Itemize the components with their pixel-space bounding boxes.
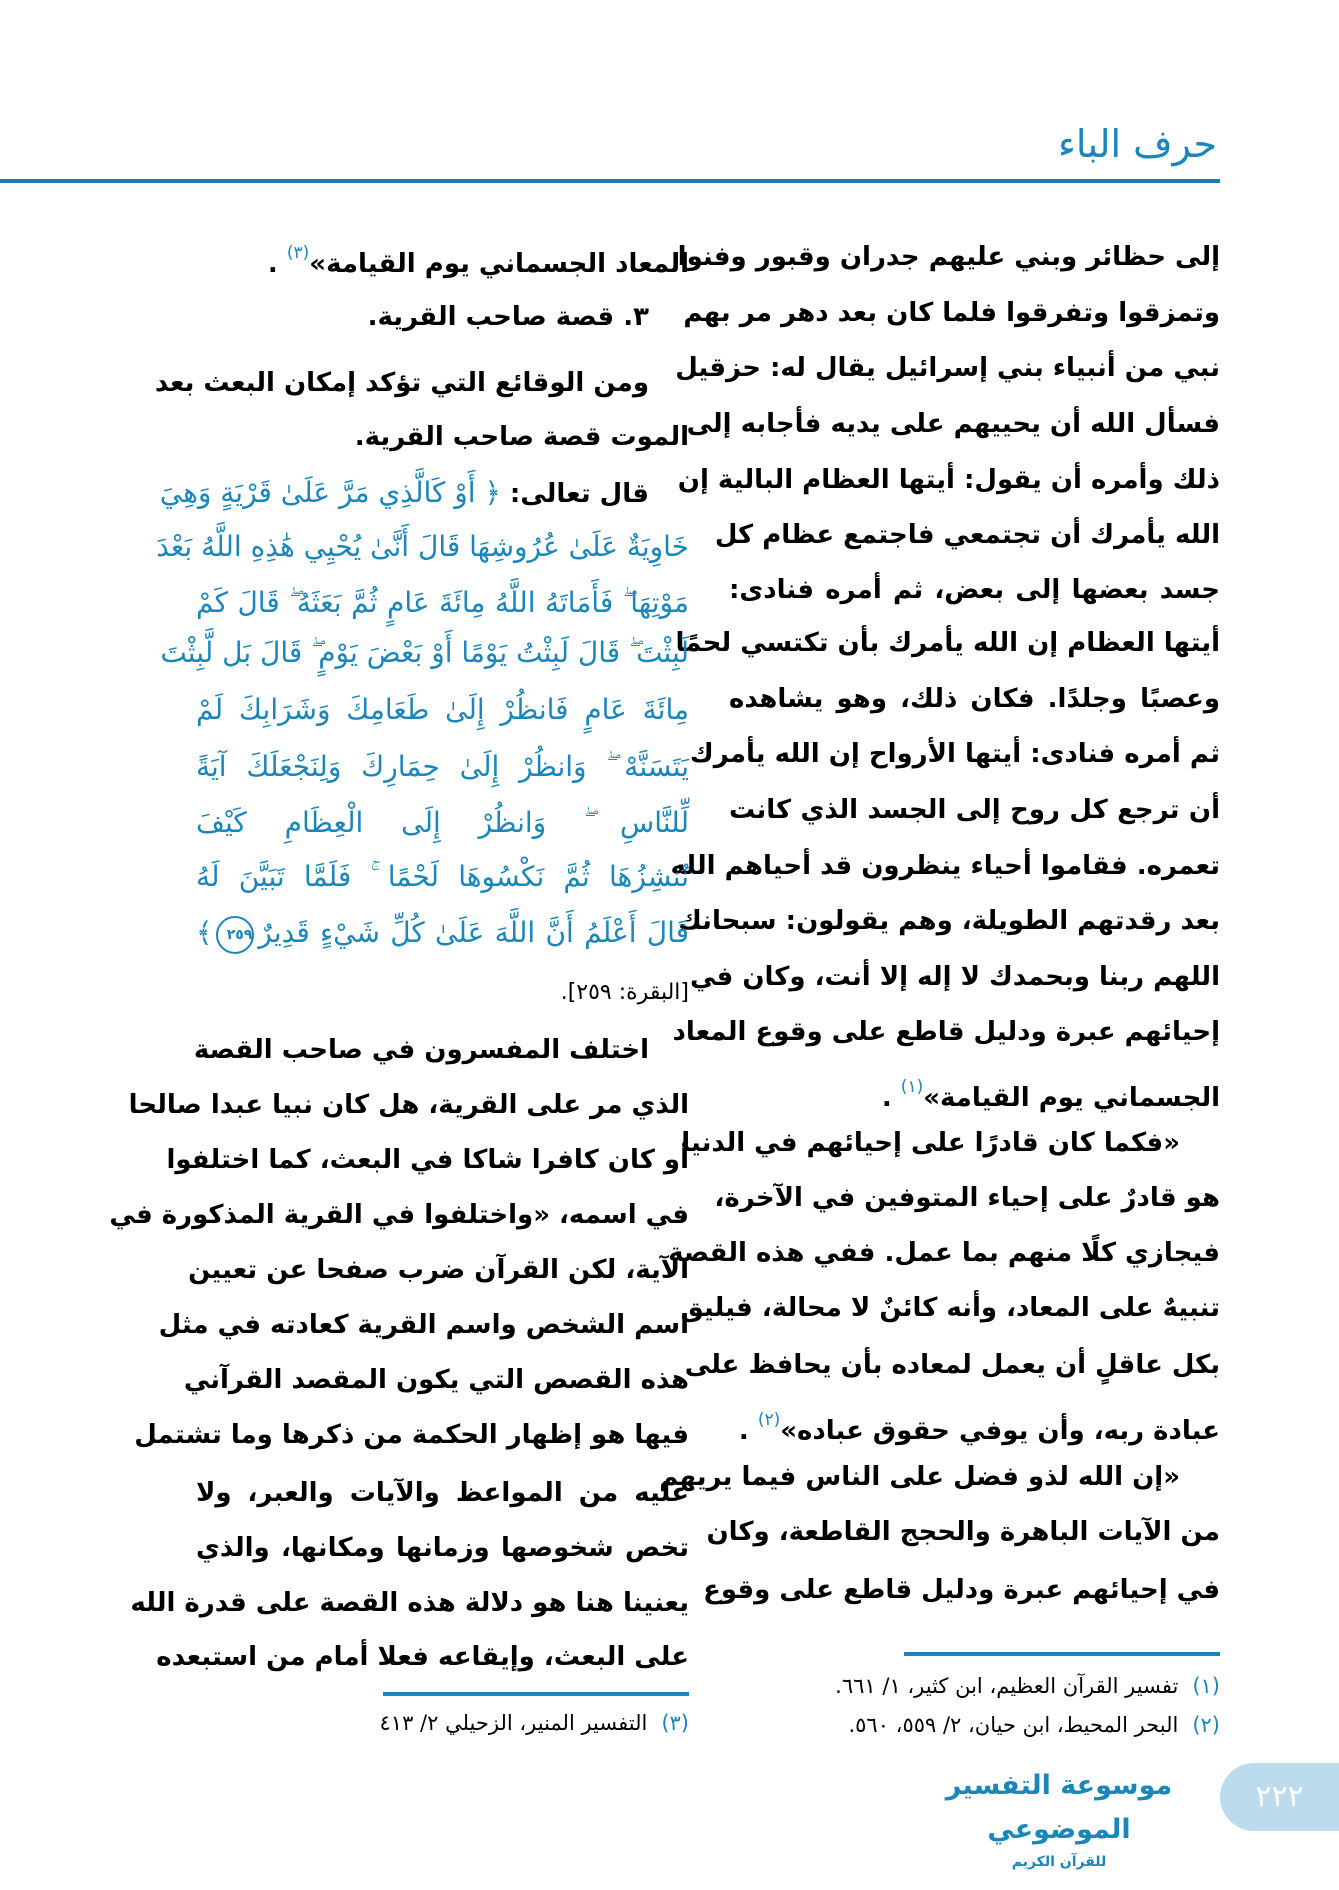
- line-text: ومن الوقائع التي تؤكد إمكان البعث بعد: [154, 368, 649, 398]
- line-text: «إن الله لذو فضل على الناس فيما يريهم: [659, 1462, 1180, 1492]
- line-text: أو كان كافرا شاكا في البعث، كما اختلفوا: [166, 1145, 689, 1175]
- text-line: [166, 1132, 689, 1188]
- line-text: إلى حظائر وبني عليهم جدران وقبور وفنوا: [677, 242, 1220, 272]
- text-line: [681, 1115, 1180, 1171]
- text-line: [196, 289, 649, 345]
- text-line: [677, 452, 1220, 508]
- line-text: ٣. قصة صاحب القرية.: [367, 302, 649, 332]
- line-text: بعد رقدتهم الطويلة، وهم يقولون: سبحانك: [677, 906, 1220, 936]
- quran-verse-line: [196, 905, 689, 961]
- logo-subtitle: للقرآن الكريم: [1011, 1854, 1107, 1870]
- line-text: الآية، لكن القرآن ضرب صفحا عن تعيين: [188, 1255, 689, 1285]
- quran-text: قَالَ أَعْلَمُ أَنَّ اللَّهَ عَلَىٰ كُلِّ شَيْءٍ قَدِيرٌ: [258, 916, 689, 949]
- footnote-divider-left: [383, 1692, 689, 1696]
- line-text: فسأل الله أن يحييهم على يديه فأجابه إلى: [686, 409, 1220, 439]
- text-line: [675, 615, 1220, 671]
- quran-text: نُنشِزُهَا ثُمَّ نَكْسُوهَا لَحْمًا ۚ فَلَمَّا تَبَيَّنَ لَهُ: [196, 860, 689, 893]
- line-text: الذي مر على القرية، هل كان نبيا عبدا صالحا: [128, 1090, 689, 1120]
- line-text: «فكما كان قادرًا على إحيائهم في الدنيا: [681, 1128, 1180, 1158]
- footnote-marker[interactable]: (٢): [757, 1410, 781, 1430]
- text-line: [196, 225, 689, 281]
- text-line: [729, 782, 1220, 838]
- line-text: يعنينا هنا هو دلالة هذه القصة على قدرة الله: [130, 1588, 689, 1618]
- line-text: وعصبًا وجلدًا. فكان ذلك، وهو يشاهده: [729, 684, 1220, 714]
- text-line: [196, 409, 689, 465]
- text-line: [134, 1407, 689, 1463]
- footnote-marker[interactable]: (١): [900, 1077, 924, 1097]
- footnote-number: (٣): [661, 1711, 689, 1735]
- text-line: [109, 1187, 689, 1243]
- ayah-number-marker: ٢٥٩: [216, 916, 254, 954]
- line-text: المعاد الجسماني يوم القيامة»: [309, 249, 689, 279]
- footnote-2: [848, 1707, 1220, 1743]
- footnote-marker[interactable]: (٣): [286, 243, 310, 263]
- line-text: اختلف المفسرون في صاحب القصة: [193, 1035, 649, 1065]
- encyclopedia-logo: [934, 1764, 1184, 1870]
- page-number-tab: [1220, 1763, 1339, 1831]
- line-text: أن ترجع كل روح إلى الجسد الذي كانت: [729, 795, 1220, 825]
- line-suffix: .: [267, 249, 287, 279]
- line-text: في اسمه، «واختلفوا في القرية المذكورة في: [109, 1200, 689, 1230]
- line-text: على البعث، وإيقاعه فعلا أمام من استبعده: [156, 1642, 689, 1672]
- text-line: [677, 229, 1220, 285]
- line-text: بكل عاقلٍ أن يعمل لمعاده بأن يحافظ على: [684, 1350, 1220, 1380]
- line-text: قال تعالى:: [500, 479, 649, 509]
- text-line: [684, 1337, 1220, 1393]
- line-text: فيها هو إظهار الحكمة من ذكرها وما تشتمل: [134, 1420, 689, 1450]
- line-text: نبي من أنبياء بني إسرائيل يقال له: حزقيل: [675, 353, 1220, 383]
- quran-verse-line: [196, 682, 689, 738]
- line-text: أيتها العظام إن الله يأمرك بأن تكتسي لحمًا: [675, 628, 1220, 658]
- text-line: [193, 1022, 649, 1078]
- text-line: [130, 1575, 689, 1631]
- line-text: الجسماني يوم القيامة»: [923, 1083, 1220, 1113]
- line-text: [البقرة: ٢٥٩].: [560, 980, 689, 1005]
- text-line: [729, 671, 1220, 727]
- line-text: إحيائهم عبرة ودليل قاطع على وقوع المعاد: [672, 1017, 1220, 1047]
- text-line: [128, 1077, 689, 1133]
- line-text: تخص شخوصها وزمانها ومكانها، والذي: [196, 1533, 689, 1563]
- text-line: [675, 340, 1220, 396]
- text-line: [689, 726, 1220, 782]
- text-line: [729, 1392, 1220, 1448]
- line-suffix: .: [738, 1416, 758, 1446]
- quran-verse-line: [196, 739, 689, 795]
- line-text: الموت قصة صاحب القرية.: [354, 422, 689, 452]
- quran-text: لَبِثْتَ ۖ قَالَ لَبِثْتُ يَوْمًا أَوْ بَعْضَ يَوْمٍ ۖ قَالَ بَل لَّبِثْتَ: [160, 636, 689, 669]
- footnote-1: [835, 1668, 1220, 1704]
- line-text: عليه من المواعظ والآيات والعبر، ولا: [196, 1478, 689, 1508]
- text-line: [188, 1242, 689, 1298]
- quran-verse-line: [156, 519, 689, 575]
- line-text: فيجازي كلًا منهم بما عمل. ففي هذه القصة: [668, 1238, 1220, 1268]
- text-line: [729, 1059, 1220, 1115]
- text-line: [158, 1297, 689, 1353]
- text-line: [703, 1562, 1220, 1618]
- text-line: [668, 1225, 1220, 1281]
- line-text: الله يأمرك أن تجتمعي فاجتمع عظام كل: [714, 520, 1220, 550]
- quran-text: يَتَسَنَّهْ ۖ وَانظُرْ إِلَىٰ حِمَارِكَ وَلِنَجْعَلَكَ آيَةً: [196, 750, 689, 783]
- footnote-3: [380, 1705, 689, 1741]
- text-line: [672, 1004, 1220, 1060]
- footnote-number: (١): [1192, 1674, 1220, 1698]
- text-line: [686, 396, 1220, 452]
- verse-reference: [196, 965, 689, 1021]
- line-text: وتمزقوا وتفرقوا فلما كان بعد دهر مر بهم: [683, 298, 1220, 328]
- line-text: ذلك وأمره أن يقول: أيتها العظام البالية إن: [677, 465, 1220, 495]
- text-line: [677, 893, 1220, 949]
- text-line: [659, 1449, 1180, 1505]
- line-text: تنبيهٌ على المعاد، وأنه كائنٌ لا محالة، فيليق: [680, 1293, 1220, 1323]
- text-line: [706, 1504, 1220, 1560]
- footnote-text: تفسير القرآن العظيم، ابن كثير، ١/ ٦٦١.: [835, 1674, 1179, 1698]
- logo-title: موسوعة التفسير الموضوعي: [945, 1770, 1173, 1845]
- quran-text: لِّلنَّاسِ ۖ وَانظُرْ إِلَى الْعِظَامِ كَيْفَ: [196, 806, 689, 839]
- section-title: حرف الباء: [1058, 122, 1217, 166]
- quran-text: خَاوِيَةٌ عَلَىٰ عُرُوشِهَا قَالَ أَنَّىٰ يُحْيِي هَٰذِهِ اللَّهُ بَعْدَ: [156, 530, 689, 563]
- text-line: [714, 1170, 1220, 1226]
- footnote-text: البحر المحيط، ابن حيان، ٢/ ٥٥٩، ٥٦٠.: [848, 1713, 1179, 1737]
- footnote-divider-right: [904, 1652, 1220, 1656]
- text-line: [156, 1629, 689, 1685]
- header-divider: [0, 179, 1220, 183]
- text-line: [154, 355, 649, 411]
- line-text: اللهم ربنا وبحمدك لا إله إلا أنت، وكان في: [689, 962, 1220, 992]
- line-suffix: .: [881, 1083, 901, 1113]
- quran-verse-line: [196, 795, 689, 851]
- quran-verse-line: [196, 849, 689, 905]
- line-text: هو قادرٌ على إحياء المتوفين في الآخرة،: [714, 1183, 1220, 1213]
- line-text: من الآيات الباهرة والحجج القاطعة، وكان: [706, 1517, 1220, 1547]
- line-text: تعمره. فقاموا أحياء ينظرون قد أحياهم الله: [670, 851, 1220, 881]
- line-text: ثم أمره فنادى: أيتها الأرواح إن الله يأمرك: [689, 739, 1220, 769]
- quran-text: ﴿ أَوْ كَالَّذِي مَرَّ عَلَىٰ قَرْيَةٍ وَهِيَ: [159, 476, 501, 509]
- quran-verse-line: [160, 625, 689, 681]
- line-text: هذه القصص التي يكون المقصد القرآني: [183, 1365, 689, 1395]
- line-text: عبادة ربه، وأن يوفي حقوق عباده»: [780, 1416, 1220, 1446]
- line-text: في إحيائهم عبرة ودليل قاطع على وقوع: [703, 1575, 1220, 1605]
- text-line: [689, 949, 1220, 1005]
- quran-text: مَوْتِهَا ۖ فَأَمَاتَهُ اللَّهُ مِائَةَ عَامٍ ثُمَّ بَعَثَهُ ۖ قَالَ كَمْ: [196, 586, 689, 619]
- text-line: [196, 1520, 689, 1576]
- footnote-text: التفسير المنير، الزحيلي ٢/ ٤١٣: [379, 1711, 648, 1735]
- line-text: اسم الشخص واسم القرية كعادته في مثل: [158, 1310, 689, 1340]
- closing-bracket-ornament: ﴾: [196, 916, 213, 949]
- text-line: [183, 1352, 689, 1408]
- text-line: [670, 838, 1220, 894]
- line-text: جسد بعضها إلى بعض، ثم أمره فنادى:: [729, 575, 1220, 605]
- text-line: [680, 1280, 1220, 1336]
- footnote-number: (٢): [1192, 1713, 1220, 1737]
- quran-text: مِائَةَ عَامٍ فَانظُرْ إِلَىٰ طَعَامِكَ وَشَرَابِكَ لَمْ: [196, 693, 689, 726]
- text-line: [683, 285, 1220, 341]
- text-line: [196, 1465, 689, 1521]
- text-line: [729, 562, 1220, 618]
- quran-verse-line: [159, 465, 649, 521]
- quran-verse-line: [196, 575, 689, 631]
- page-number: ٢٢٢: [1255, 1779, 1304, 1814]
- text-line: [714, 507, 1220, 563]
